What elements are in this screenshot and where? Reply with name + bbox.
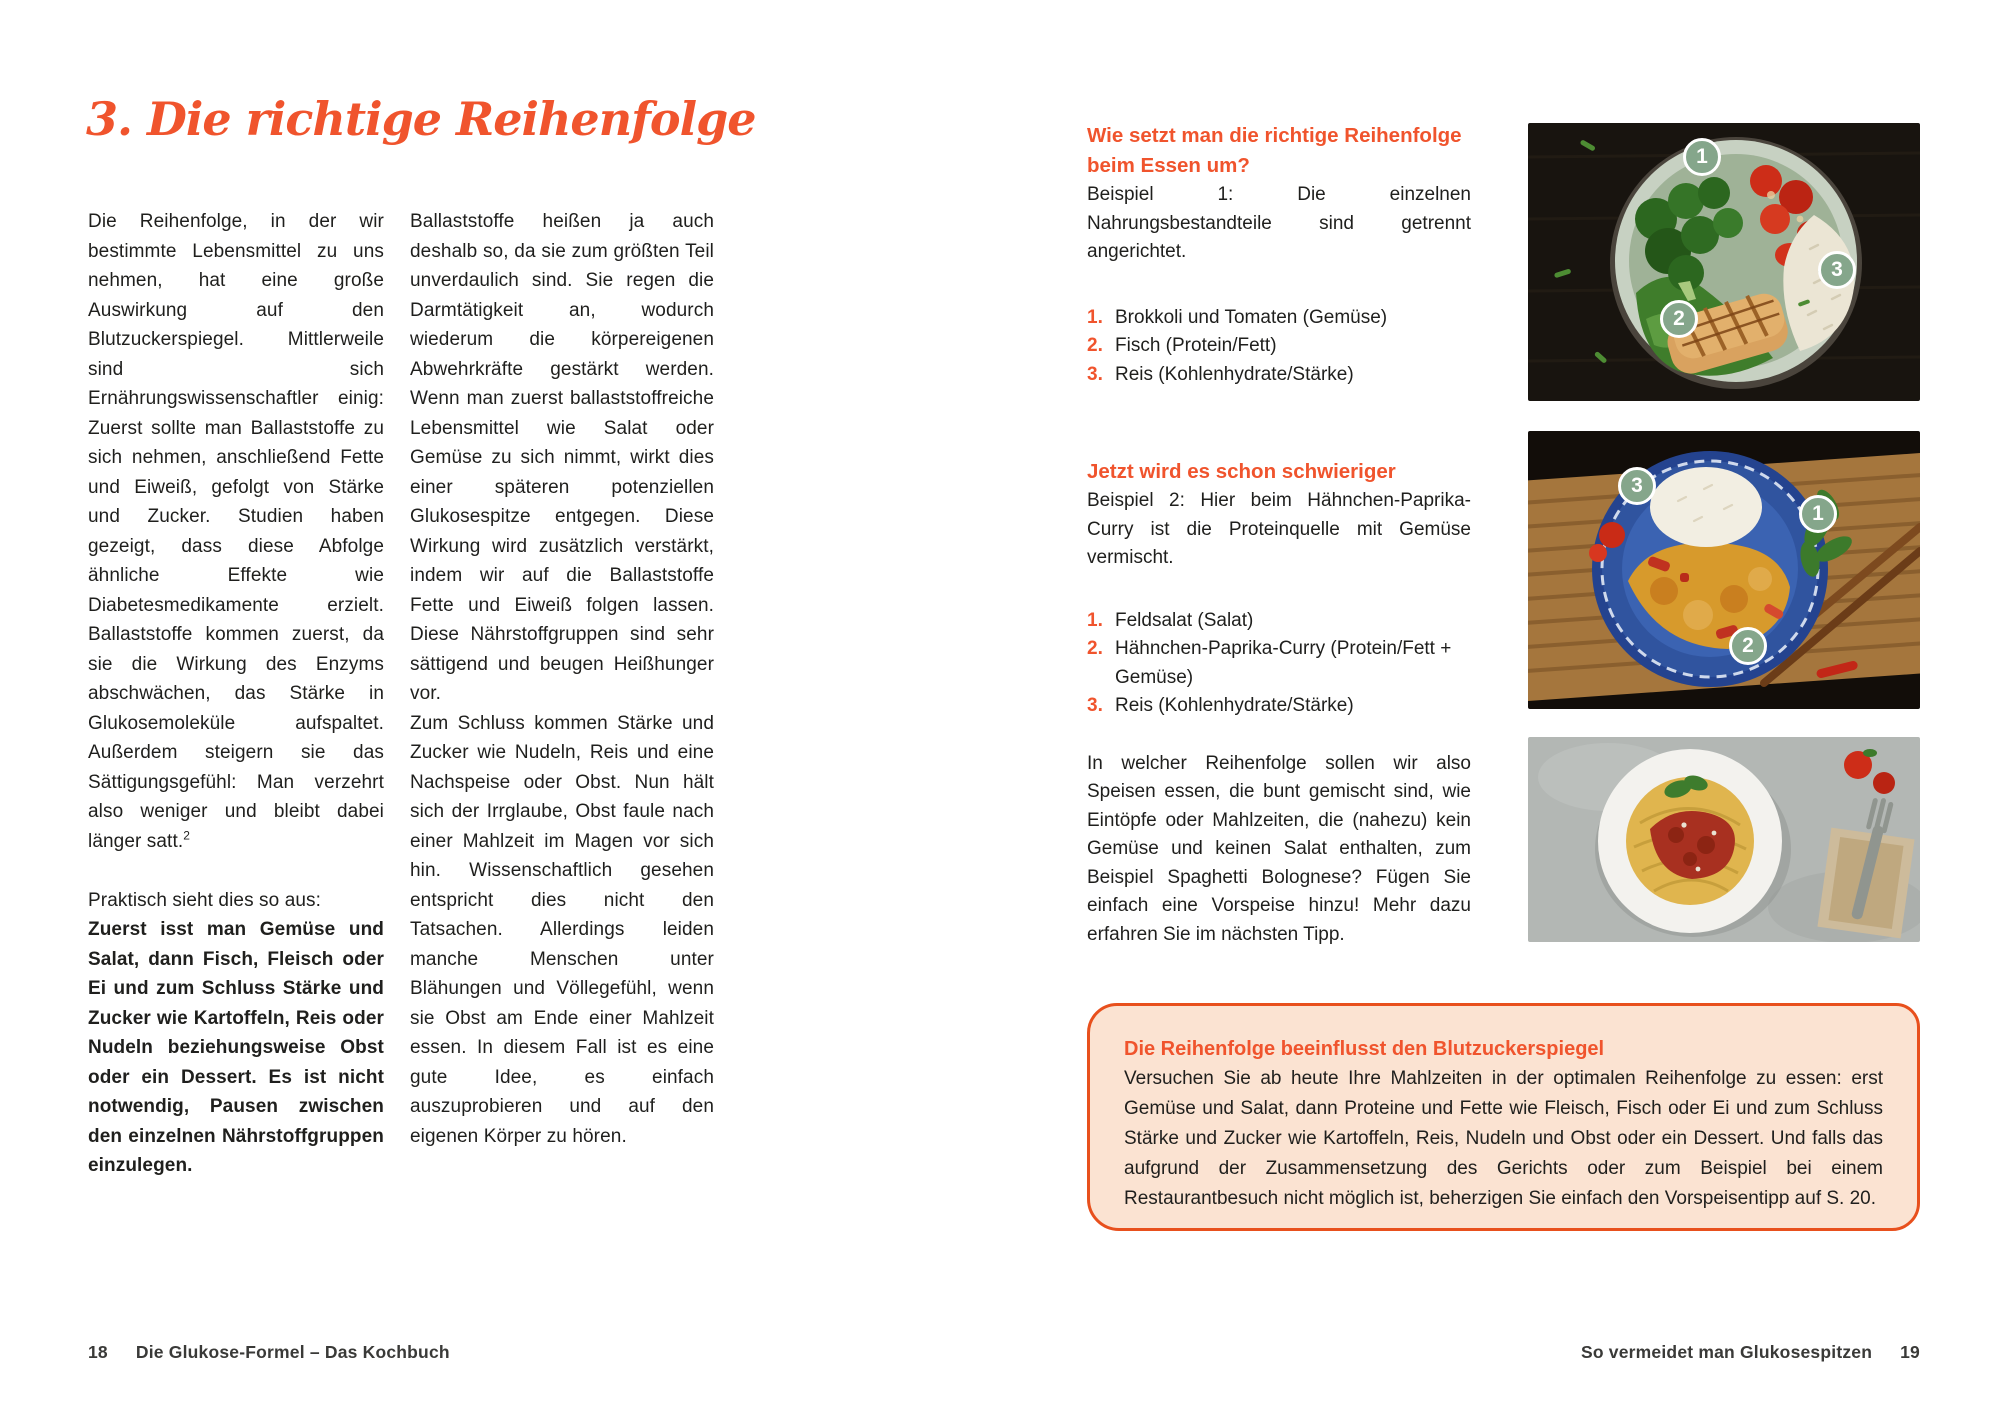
right-text-column	[1087, 121, 1471, 949]
section-example-1	[1087, 121, 1471, 389]
order-badge-2: 2	[1660, 300, 1698, 338]
rice-bowl-separated-photo	[1528, 123, 1920, 401]
ordered-food-list-2	[1087, 607, 1471, 721]
paragraph-order-effect-text: Die Reihenfolge, in der wir bestimmte Lebensmittel zu uns nehmen, hat eine große Auswirkung auf den Blutzuckerspiegel. Mittlerweile sind sich Ernährungswissenschaftler einig: Zuerst sollte man Ballaststoffe zu sich nehmen, anschließend Fette und Eiweiß, gefolgt von Stärke und Zucker. Studien haben gezeigt, dass diese Abfolge ähnliche Effekte wie Diabetesmedikamente erzielt. Ballaststoffe kommen zuerst, da sie die Wirkung des Enzyms abschwächen, das Stärke in Glukosemoleküle aufspaltet. Außerdem steigern sie das Sättigungsgefühl: Man verzehrt also weniger und bleibt dabei länger satt.	[88, 211, 384, 852]
spaghetti-bolognese-photo	[1528, 737, 1920, 942]
list-text: Brokkoli und Tomaten (Gemüse)	[1115, 306, 1388, 328]
list-item	[1087, 635, 1471, 692]
list-number: 1.	[1087, 306, 1103, 328]
book-title-footer: Die Glukose-Formel – Das Kochbuch	[135, 1342, 450, 1362]
left-column-2	[410, 207, 714, 1151]
list-item	[1087, 692, 1471, 721]
page-number-right: 19	[1900, 1342, 1920, 1362]
list-number: 3.	[1087, 363, 1103, 385]
list-text: Feldsalat (Salat)	[1115, 609, 1254, 631]
list-item	[1087, 332, 1471, 361]
footnote-marker: 2	[183, 828, 190, 843]
paragraph-practical-intro: Praktisch sieht dies so aus:	[88, 889, 322, 911]
closing-paragraph: In welcher Reihenfolge sollen wir also Speisen essen, die bunt gemischt sind, wie Eintöpfe oder Mahlzeiten, die (nahezu) kein Gemüse und keinen Salat enthalten, zum Beispiel Spaghetti Bolognese? Fügen Sie einfach eine Vorspeise hinzu! Mehr dazu erfahren Sie im nächsten Tipp.	[1087, 752, 1471, 945]
order-badge-3: 3	[1818, 251, 1856, 289]
footer-left	[88, 1342, 450, 1363]
list-text: Reis (Kohlenhydrate/Stärke)	[1115, 695, 1354, 716]
order-badge-1: 1	[1683, 138, 1721, 176]
list-number: 2.	[1087, 638, 1103, 659]
list-item	[1087, 304, 1471, 333]
tip-box	[1087, 1003, 1920, 1231]
section-example-2	[1087, 457, 1471, 721]
section-2-intro: Beispiel 2: Hier beim Hähnchen-Paprika-Curry ist die Proteinquelle mit Gemüse vermischt.	[1087, 490, 1471, 568]
list-text: Hähnchen-Paprika-Curry (Protein/Fett + Gemüse)	[1115, 638, 1452, 688]
tip-box-body: Versuchen Sie ab heute Ihre Mahlzeiten in der optimalen Reihenfolge zu essen: erst Gemüse und Salat, dann Proteine und Fette wie Fleisch, Fisch oder Ei und zum Schluss Stärke und Zucker wie Kartoffeln, Reis, Nudeln und Obst oder ein Dessert. Und falls das aufgrund der Zusammensetzung des Gerichts oder zum Beispiel bei einem Restaurantbesuch nicht möglich ist, beherzigen Sie einfach den Vorspeisentipp auf S. 20.	[1124, 1068, 1883, 1209]
section-1-intro: Beispiel 1: Die einzelnen Nahrungsbestandteile sind getrennt angerichtet.	[1087, 184, 1471, 262]
chapter-footer-text: So vermeidet man Glukosespitzen	[1580, 1342, 1873, 1362]
section-2-heading: Jetzt wird es schon schwieriger	[1087, 460, 1396, 483]
order-badge-2: 2	[1729, 627, 1767, 665]
paragraph-starch-sugar: Zum Schluss kommen Stärke und Zucker wie Nudeln, Reis und eine Nachspeise oder Obst. Nun hält sich der Irrglaube, Obst faule nach einer Mahlzeit im Magen vor sich hin. Wissenschaftlich gesehen entspricht dies nicht den Tatsachen. Allerdings leiden manche Menschen unter Blähungen und Völlegefühl, wenn sie Obst am Ende einer Mahlzeit essen. In diesem Fall ist es eine gute Idee, es einfach auszuprobieren und auf den eigenen Körper zu hören.	[410, 712, 714, 1147]
paragraph-fiber: Ballaststoffe heißen ja auch deshalb so, da sie zum größten Teil unverdaulich sind. Sie regen die Darmtätigkeit an, wodurch wiederum die körpereigenen Abwehrkräfte gestärkt werden. Wenn man zuerst ballaststoffreiche Lebensmittel wie Salat oder Gemüse zu sich nimmt, wirkt dies einer späteren potenziellen Glukosespitze entgegen. Diese Wirkung wird zusätzlich verstärkt, indem wir auf die Ballaststoffe Fette und Eiweiß folgen lassen. Diese Nährstoffgruppen sind sehr sättigend und beugen Heißhunger vor.	[410, 211, 714, 704]
chicken-paprika-curry-photo	[1528, 431, 1920, 709]
list-text: Reis (Kohlenhydrate/Stärke)	[1115, 363, 1354, 385]
spaghetti-illustration	[1528, 737, 1920, 942]
section-1-heading: Wie setzt man die richtige Reihenfolge beim Essen um?	[1087, 124, 1462, 177]
list-number: 3.	[1087, 695, 1103, 716]
chapter-title: 3. Die richtige Reihenfolge	[86, 92, 756, 146]
list-item	[1087, 361, 1471, 390]
curry-illustration	[1528, 431, 1920, 709]
footer-right	[1581, 1342, 1920, 1363]
list-item	[1087, 607, 1471, 636]
ordered-food-list-1	[1087, 304, 1471, 390]
order-badge-1: 1	[1799, 495, 1837, 533]
tip-box-title: Die Reihenfolge beeinflusst den Blutzuckerspiegel	[1124, 1038, 1605, 1060]
rice-bowl-illustration	[1528, 123, 1920, 401]
list-text: Fisch (Protein/Fett)	[1115, 335, 1277, 356]
list-number: 2.	[1087, 335, 1103, 356]
paragraph-practical-bold: Zuerst isst man Gemüse und Salat, dann Fisch, Fleisch oder Ei und zum Schluss Stärke und Zucker wie Kartoffeln, Reis oder Nudeln beziehungsweise Obst oder ein Dessert. Es ist nicht notwendig, Pausen zwischen den einzelnen Nährstoffgruppen einzulegen.	[88, 919, 384, 1176]
page-number-left: 18	[88, 1342, 108, 1362]
order-badge-3: 3	[1618, 467, 1656, 505]
left-column-1	[88, 207, 384, 1181]
paragraph-order-effect	[88, 207, 384, 856]
list-number: 1.	[1087, 609, 1103, 631]
